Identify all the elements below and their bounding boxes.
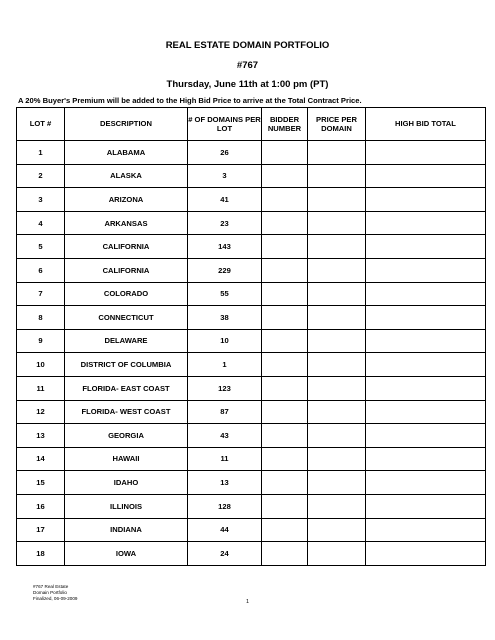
column-header: HIGH BID TOTAL [366, 108, 486, 141]
bidder-number-cell[interactable] [262, 376, 308, 400]
domain-count-cell: 44 [188, 518, 262, 542]
price-per-domain-cell[interactable] [308, 471, 366, 495]
description-cell: ALABAMA [65, 141, 188, 165]
column-header: DESCRIPTION [65, 108, 188, 141]
buyers-premium-notice: A 20% Buyer's Premium will be added to the High Bid Price to arrive at the Total Contract Price. [18, 96, 362, 105]
domain-count-cell: 128 [188, 494, 262, 518]
bidder-number-cell[interactable] [262, 518, 308, 542]
bidder-number-cell[interactable] [262, 471, 308, 495]
footer-line: Finalized, 06-09-2009 [33, 596, 78, 602]
price-per-domain-cell[interactable] [308, 376, 366, 400]
lot-number-cell: 6 [17, 258, 65, 282]
price-per-domain-cell[interactable] [308, 447, 366, 471]
high-bid-total-cell[interactable] [366, 542, 486, 566]
price-per-domain-cell[interactable] [308, 282, 366, 306]
lot-number-cell: 7 [17, 282, 65, 306]
column-header: PRICE PER DOMAIN [308, 108, 366, 141]
price-per-domain-cell[interactable] [308, 141, 366, 165]
domain-count-cell: 229 [188, 258, 262, 282]
price-per-domain-cell[interactable] [308, 400, 366, 424]
auction-number: #767 [236, 60, 259, 71]
table-row [17, 282, 486, 306]
price-per-domain-cell[interactable] [308, 235, 366, 259]
high-bid-total-cell[interactable] [366, 282, 486, 306]
table-row [17, 329, 486, 353]
table-row [17, 188, 486, 212]
column-header: LOT # [17, 108, 65, 141]
description-cell: CALIFORNIA [65, 235, 188, 259]
description-cell: FLORIDA- WEST COAST [65, 400, 188, 424]
price-per-domain-cell[interactable] [308, 494, 366, 518]
bidder-number-cell[interactable] [262, 306, 308, 330]
domain-count-cell: 38 [188, 306, 262, 330]
domain-count-cell: 11 [188, 447, 262, 471]
price-per-domain-cell[interactable] [308, 306, 366, 330]
high-bid-total-cell[interactable] [366, 353, 486, 377]
description-cell: COLORADO [65, 282, 188, 306]
bidder-number-cell[interactable] [262, 164, 308, 188]
high-bid-total-cell[interactable] [366, 188, 486, 212]
table-row [17, 376, 486, 400]
high-bid-total-cell[interactable] [366, 235, 486, 259]
lot-number-cell: 12 [17, 400, 65, 424]
high-bid-total-cell[interactable] [366, 376, 486, 400]
domain-count-cell: 23 [188, 211, 262, 235]
price-per-domain-cell[interactable] [308, 424, 366, 448]
price-per-domain-cell[interactable] [308, 518, 366, 542]
domain-count-cell: 26 [188, 141, 262, 165]
high-bid-total-cell[interactable] [366, 141, 486, 165]
price-per-domain-cell[interactable] [308, 542, 366, 566]
table-row [17, 424, 486, 448]
high-bid-total-cell[interactable] [366, 306, 486, 330]
domain-count-cell: 123 [188, 376, 262, 400]
lot-number-cell: 13 [17, 424, 65, 448]
price-per-domain-cell[interactable] [308, 164, 366, 188]
domain-count-cell: 1 [188, 353, 262, 377]
lot-number-cell: 15 [17, 471, 65, 495]
table-row [17, 518, 486, 542]
description-cell: HAWAII [65, 447, 188, 471]
table-row [17, 447, 486, 471]
high-bid-total-cell[interactable] [366, 258, 486, 282]
lot-number-cell: 9 [17, 329, 65, 353]
document-title: REAL ESTATE DOMAIN PORTFOLIO [165, 40, 330, 51]
domain-count-cell: 10 [188, 329, 262, 353]
bidder-number-cell[interactable] [262, 258, 308, 282]
bidder-number-cell[interactable] [262, 282, 308, 306]
lot-number-cell: 14 [17, 447, 65, 471]
description-cell: IDAHO [65, 471, 188, 495]
description-cell: ALASKA [65, 164, 188, 188]
high-bid-total-cell[interactable] [366, 400, 486, 424]
high-bid-total-cell[interactable] [366, 424, 486, 448]
bidder-number-cell[interactable] [262, 447, 308, 471]
price-per-domain-cell[interactable] [308, 211, 366, 235]
price-per-domain-cell[interactable] [308, 188, 366, 212]
table-row [17, 494, 486, 518]
footer-line: Domain Portfolio [33, 590, 67, 596]
domain-count-cell: 13 [188, 471, 262, 495]
lot-number-cell: 11 [17, 376, 65, 400]
lot-number-cell: 17 [17, 518, 65, 542]
lot-number-cell: 1 [17, 141, 65, 165]
bidder-number-cell[interactable] [262, 188, 308, 212]
description-cell: DELAWARE [65, 329, 188, 353]
table-body [17, 141, 486, 566]
description-cell: CONNECTICUT [65, 306, 188, 330]
description-cell: INDIANA [65, 518, 188, 542]
table-row [17, 400, 486, 424]
table-row [17, 353, 486, 377]
bidder-number-cell[interactable] [262, 353, 308, 377]
high-bid-total-cell[interactable] [366, 471, 486, 495]
lot-number-cell: 5 [17, 235, 65, 259]
lot-number-cell: 4 [17, 211, 65, 235]
domain-count-cell: 87 [188, 400, 262, 424]
description-cell: ARIZONA [65, 188, 188, 212]
table-row [17, 542, 486, 566]
domain-count-cell: 41 [188, 188, 262, 212]
high-bid-total-cell[interactable] [366, 164, 486, 188]
table-row [17, 164, 486, 188]
price-per-domain-cell[interactable] [308, 329, 366, 353]
table-row [17, 211, 486, 235]
high-bid-total-cell[interactable] [366, 329, 486, 353]
price-per-domain-cell[interactable] [308, 258, 366, 282]
high-bid-total-cell[interactable] [366, 494, 486, 518]
bidder-number-cell[interactable] [262, 329, 308, 353]
bidder-number-cell[interactable] [262, 494, 308, 518]
table-row [17, 306, 486, 330]
description-cell: FLORIDA- EAST COAST [65, 376, 188, 400]
lot-number-cell: 8 [17, 306, 65, 330]
bidder-number-cell[interactable] [262, 141, 308, 165]
bidder-number-cell[interactable] [262, 211, 308, 235]
description-cell: DISTRICT OF COLUMBIA [65, 353, 188, 377]
domain-count-cell: 143 [188, 235, 262, 259]
bidder-number-cell[interactable] [262, 400, 308, 424]
table-row [17, 235, 486, 259]
description-cell: CALIFORNIA [65, 258, 188, 282]
bidder-number-cell[interactable] [262, 235, 308, 259]
lots-table [16, 107, 486, 566]
high-bid-total-cell[interactable] [366, 518, 486, 542]
domain-count-cell: 3 [188, 164, 262, 188]
description-cell: GEORGIA [65, 424, 188, 448]
table-row [17, 258, 486, 282]
lot-number-cell: 16 [17, 494, 65, 518]
domain-count-cell: 24 [188, 542, 262, 566]
table-row [17, 471, 486, 495]
column-header: BIDDER NUMBER [262, 108, 308, 141]
high-bid-total-cell[interactable] [366, 447, 486, 471]
lot-number-cell: 2 [17, 164, 65, 188]
footer-line: #767 Real Estate [33, 584, 69, 589]
lot-number-cell: 10 [17, 353, 65, 377]
description-cell: ILLINOIS [65, 494, 188, 518]
lot-number-cell: 3 [17, 188, 65, 212]
table-row [17, 141, 486, 165]
auction-date: Thursday, June 11th at 1:00 pm (PT) [166, 79, 329, 90]
page-number: 1 [245, 599, 250, 605]
table-header-row [17, 108, 486, 141]
domain-count-cell: 55 [188, 282, 262, 306]
lot-number-cell: 18 [17, 542, 65, 566]
description-cell: ARKANSAS [65, 211, 188, 235]
column-header: # OF DOMAINS PER LOT [188, 108, 262, 141]
price-per-domain-cell[interactable] [308, 353, 366, 377]
description-cell: IOWA [65, 542, 188, 566]
domain-count-cell: 43 [188, 424, 262, 448]
high-bid-total-cell[interactable] [366, 211, 486, 235]
bidder-number-cell[interactable] [262, 424, 308, 448]
bidder-number-cell[interactable] [262, 542, 308, 566]
